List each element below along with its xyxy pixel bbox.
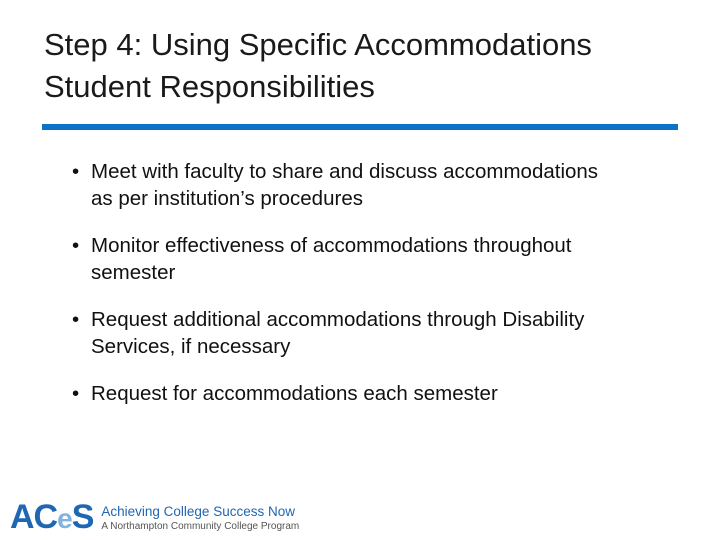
bullet-item bbox=[72, 306, 712, 360]
logo-mark-ac: AC bbox=[10, 498, 58, 536]
logo-mark-e: e bbox=[57, 503, 72, 534]
bullet-item bbox=[72, 380, 712, 407]
slide-title-line-2: Student Responsibilities bbox=[44, 69, 375, 104]
logo-mark-s: S bbox=[71, 498, 94, 536]
bullet-marker: • bbox=[72, 382, 80, 405]
title-divider bbox=[42, 124, 678, 130]
bullet-text-line-1: Request for accommodations each semester bbox=[91, 382, 498, 405]
bullet-marker: • bbox=[72, 308, 80, 331]
slide-title-line-1: Step 4: Using Specific Accommodations bbox=[44, 27, 592, 62]
logo-tagline: Achieving College Success Now bbox=[101, 503, 295, 519]
bullet-item bbox=[72, 232, 712, 286]
aces-logo bbox=[10, 496, 299, 540]
bullet-list bbox=[72, 158, 712, 427]
slide-title bbox=[44, 24, 704, 108]
aces-logo-mark bbox=[10, 500, 93, 536]
bullet-text-line-1: Meet with faculty to share and discuss accommodations bbox=[91, 160, 599, 183]
bullet-text-line-2: Services, if necessary bbox=[91, 335, 291, 358]
bullet-marker: • bbox=[72, 234, 80, 257]
bullet-item bbox=[72, 158, 712, 212]
aces-logo-text bbox=[101, 504, 299, 533]
bullet-text-line-2: as per institution’s procedures bbox=[91, 187, 363, 210]
bullet-text-line-2: semester bbox=[91, 261, 176, 284]
bullet-text-line-1: Request additional accommodations through Disability bbox=[91, 308, 585, 331]
bullet-text-line-1: Monitor effectiveness of accommodations throughout bbox=[91, 234, 572, 257]
logo-subtagline: A Northampton Community College Program bbox=[101, 520, 300, 532]
bullet-marker: • bbox=[72, 160, 80, 183]
